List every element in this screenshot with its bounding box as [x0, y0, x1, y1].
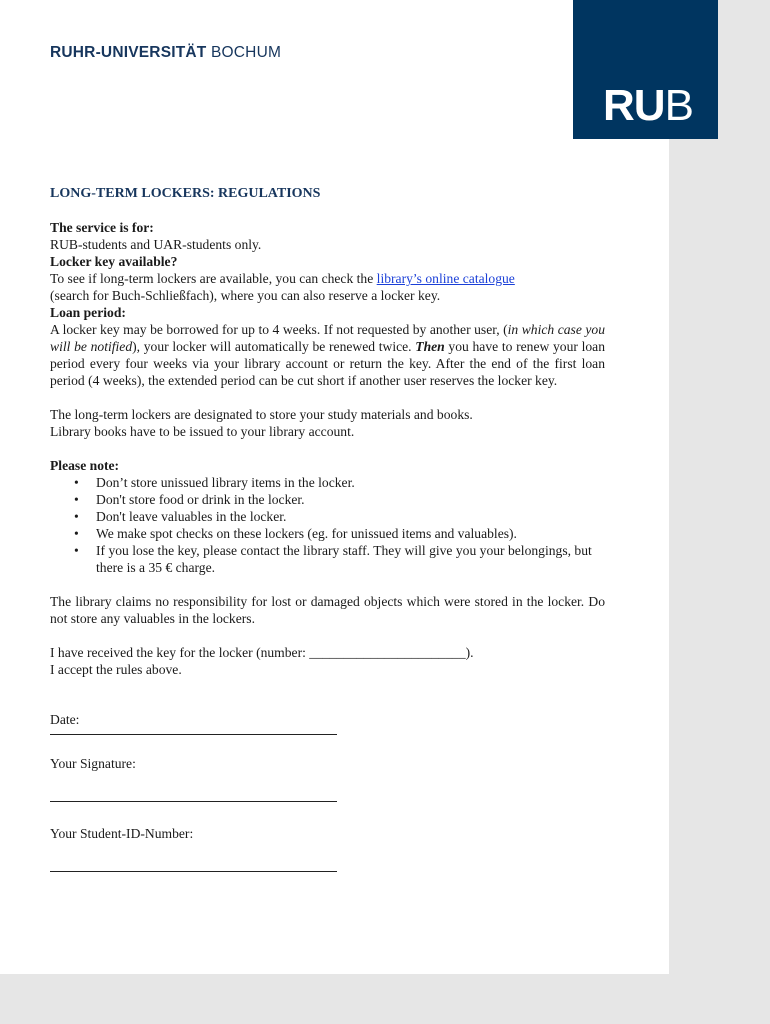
loan-text-then: Then	[415, 339, 445, 354]
document-body	[50, 185, 605, 872]
note-heading	[50, 457, 605, 474]
loan-text-1: A locker key may be borrowed for up to 4 weeks. If not requested by another user, (	[50, 322, 508, 337]
service-text: RUB-students and UAR-students only.	[50, 237, 262, 252]
student-id-field[interactable]	[50, 871, 337, 872]
list-item: • Don't leave valuables in the locker.	[96, 508, 605, 525]
list-item: • Don't store food or drink in the locker.	[96, 491, 605, 508]
loan-text-2: ), your locker will automatically be renewed twice.	[132, 339, 416, 354]
accept-text: I accept the rules above.	[50, 662, 182, 677]
university-name-bold: RUHR-UNIVERSITÄT	[50, 44, 207, 61]
document-title: LONG-TERM LOCKERS: REGULATIONS	[50, 186, 321, 201]
rub-logo-light: B	[664, 81, 693, 130]
note-heading-text: Please note:	[50, 458, 120, 473]
loan-heading	[50, 304, 605, 321]
list-item: • Don’t store unissued library items in the locker.	[96, 474, 605, 491]
available-heading-text: Locker key available?	[50, 254, 178, 269]
list-item: • If you lose the key, please contact the library staff. They will give you your belongings, but there is a 35 € charge.	[96, 542, 605, 576]
catalogue-link[interactable]: library’s online catalogue	[376, 271, 515, 286]
rub-logo	[573, 0, 718, 139]
student-id-label: Your Student-ID-Number:	[50, 826, 194, 841]
date-label: Date:	[50, 712, 80, 727]
available-text	[50, 270, 605, 304]
list-item: • We make spot checks on these lockers (eg. for unissued items and valuables).	[96, 525, 605, 542]
university-name	[50, 44, 281, 62]
notes-list	[50, 474, 605, 576]
service-heading-text: The service is for:	[50, 220, 154, 235]
loan-text	[50, 321, 605, 389]
responsibility-text: The library claims no responsibility for lost or damaged objects which were stored in the locker. Do not store any valuables in the lockers.	[50, 594, 605, 626]
rub-logo-text	[603, 82, 693, 130]
loan-text-3: you have to renew your loan period every four weeks via your library account or return the key. After the end of the first loan period (4 weeks), the extended period can be cut short if another user reserves the locker key.	[50, 339, 605, 388]
service-heading	[50, 219, 605, 236]
signature-label: Your Signature:	[50, 756, 136, 771]
university-name-rest: BOCHUM	[206, 44, 282, 61]
available-heading	[50, 253, 605, 270]
storage-text-1: The long-term lockers are designated to store your study materials and books.	[50, 407, 473, 422]
storage-text-2: Library books have to be issued to your library account.	[50, 424, 355, 439]
loan-text-italic: in which case you will be notified	[50, 322, 605, 354]
available-text-after: (search for Buch-Schließfach), where you can also reserve a locker key.	[50, 288, 441, 303]
loan-heading-text: Loan period:	[50, 305, 126, 320]
received-text: I have received the key for the locker (number: _______________________).	[50, 645, 474, 660]
available-text-before: To see if long-term lockers are available, you can check the	[50, 271, 377, 286]
rub-logo-bold: RU	[603, 81, 665, 130]
